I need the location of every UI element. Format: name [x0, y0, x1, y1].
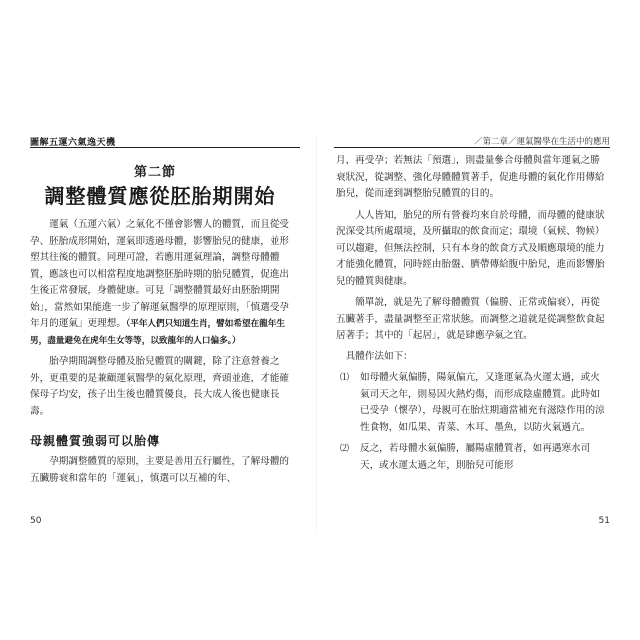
paragraph — [30, 217, 294, 349]
paragraph: 孕期調整體質的原則，主要是善用五行屬性，了解母體的五臟勝衰和當年的「運氣」，慎選可以互補的年、 — [30, 456, 290, 484]
paragraph-text: 運氣（五運六氣）之氣化不僅會影響人的體質，而且從受孕、胚胎成形開始，運氣即透過母體，影響胎兒的健康，並形塑其往後的體質。同理可證，若應用運氣理論，調整母體體質，應該也可以相當程度地調整胚胎時期的胎兒體質，促進出生後正常發展，身體健康。可見「調整體質最好由胚胎期開始」，當然如果能進一步了解運氣醫學的原理原則，「慎選受孕年月的運氣」更理想。 — [30, 219, 290, 329]
paragraph: 胎孕期間調整母體及胎兒體質的關鍵，除了注意營養之外，更重要的是兼顧運氣醫學的氣化原理，齊頭並進，才能確保母子均安，孩子出生後也體質優良，長大成人後也健康長壽。 — [30, 356, 290, 417]
list-marker: ⑴ — [340, 373, 350, 383]
left-page — [30, 135, 298, 530]
right-body-text — [336, 153, 606, 474]
parenthetical-note: （平年人們只知道生肖，譬如希望在龍年生男，盡量避免在虎年生女等等，以致龍年的人口偏多。） — [30, 319, 285, 346]
list-item-text: 反之，若母體水氣偏勝，屬陽虛體質者，如再遇寒水司天，或水運太過之年，則胎兒可能形 — [360, 443, 591, 471]
subheading: 母親體質強弱可以胎傳 — [30, 434, 161, 448]
page-number: 50 — [30, 516, 42, 526]
section-number: 第二節 — [133, 165, 176, 180]
list-item-text: 如母體火氣偏勝，陽氣偏亢，又逢運氣為火運太過，或火氣司天之年，則易因火熱灼傷，而形成陰虛體質。此時如已受孕（懷孕），母親可在胎炷期適當補充有滋陰作用的涼性食物，如瓜果、青菜、木耳、墨魚，以防火氣過亢。 — [360, 372, 605, 433]
list-item — [336, 441, 606, 474]
paragraph: 人人皆知，胎兒的所有營養均來自於母體，而母體的健康狀況深受其所處環境，及所攝取的飲食而定；環境（氣候、物候）可以趨避，但無法控制，只有本身的飲食方式及順應環境的能力才能強化體質，同時經由胎盤、臍帶傳給腹中胎兒，進而影響胎兒的體質與健康。 — [336, 209, 605, 287]
gutter — [316, 135, 317, 530]
book-spread — [30, 135, 610, 530]
page-number: 51 — [598, 516, 610, 526]
running-head-book-title: 圖解五運六氣逸天機 — [30, 138, 116, 148]
header-rule — [30, 147, 300, 148]
list-item — [336, 370, 606, 436]
left-body-text-continued — [30, 454, 294, 487]
left-body-text — [30, 217, 294, 420]
method-intro: 具體作法如下： — [345, 350, 413, 362]
paragraph: 簡單說，就是先了解母體體質（偏勝、正常或偏衰），再從五臟著手，盡量調整至正常狀態。而調整之道就是從調整飲食起居著手；其中的「起居」，就是肆應孕氣之宜。 — [336, 297, 605, 341]
chapter-title: 調整體質應從胚胎期開始 — [44, 184, 276, 208]
paragraph: 月，再受孕；若無法「預選」，則盡量參合母體與當年運氣之勝衰狀況，從調整、強化母體體質著手，促進母體的氣化作用傳給胎兒，從而達到調整胎兒體質的目的。 — [336, 155, 605, 199]
list-marker: ⑵ — [340, 444, 350, 454]
header-rule — [334, 147, 610, 148]
running-head-chapter: ／第二章／運氣醫學在生活中的應用 — [473, 137, 610, 147]
right-page — [336, 135, 610, 530]
